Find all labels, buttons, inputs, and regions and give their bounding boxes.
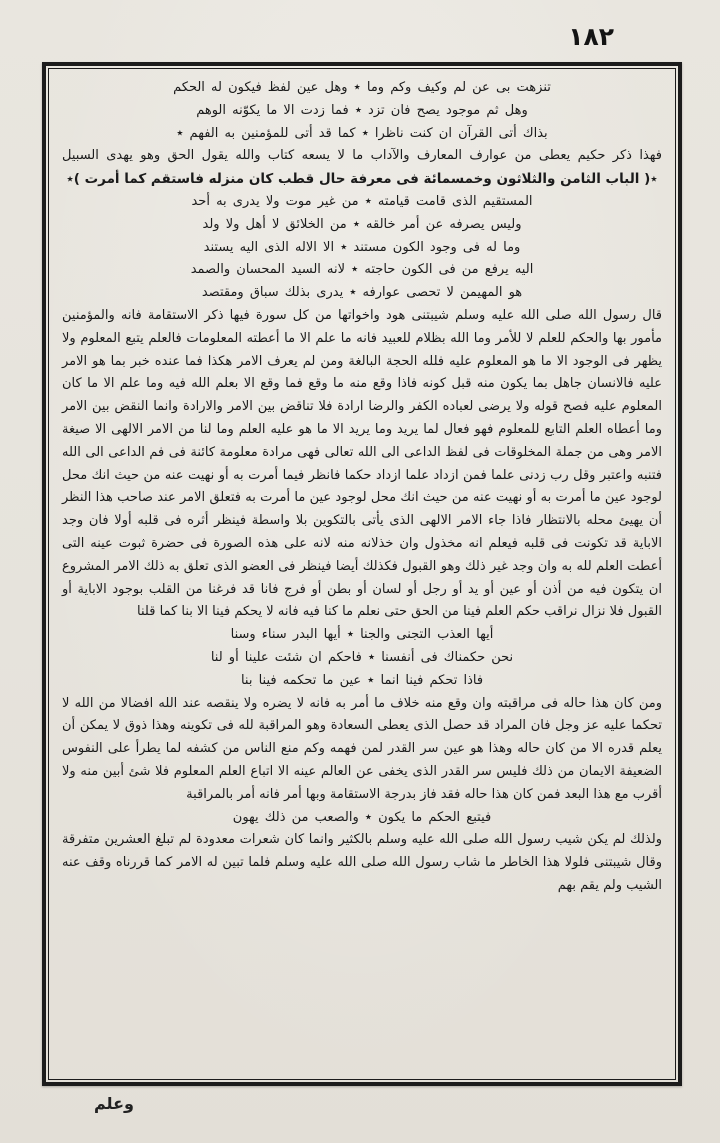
text-frame-outer-border [42, 62, 682, 1086]
verse-line: أيها العذب التجنى والجنا ٭ أيها البدر سناء وسنا [230, 627, 494, 643]
verse-line: هو المهيمن لا تحصى عوارفه ٭ يدرى بذلك سباق ومقتصد [201, 285, 523, 301]
verse-line: فيتبع الحكم ما يكون ٭ والصعب من ذلك يهون [232, 809, 492, 825]
verse-line: وما له فى وجود الكون مستند ٭ الا الاله الذى اليه يستند [203, 239, 521, 255]
catchword: وعلم [94, 1094, 134, 1113]
verse-line: نحن حكمناك فى أنفسنا ٭ فاحكم ان شئت علينا أو لنا [210, 649, 514, 665]
verse-line: المستقيم الذى قامت قيامته ٭ من غير موت ولا يدرى به أحد [191, 193, 533, 209]
verse-line: اليه يرفع من فى الكون حاجته ٭ لانه السيد المحسان والصمد [190, 262, 534, 278]
verse-line: بذاك أتى القرآن ان كنت ناظرا ٭ كما قد أتى للمؤمنين به الفهم ٭ [176, 125, 548, 141]
verse-line: فاذا تحكم فينا انما ٭ عين ما تحكمه فينا بنا [240, 672, 484, 688]
verse-line: تنزهت بى عن لم وكيف وكم وما ٭ وهل عين لفظ فيكون له الحكم [173, 80, 551, 95]
page-number: ١٨٢ [568, 22, 614, 51]
prose-paragraph: ولذلك لم يكن شيب رسول الله صلى الله عليه وسلم بالكثير وانما كان شعرات معدودة لم تبلغ العشرين متفرقة وقال شيبتنى فلولا هذا الخاطر ما شاب رسول الله صلى الله عليه وسلم فلما تبين له الامر كما قررناه وقف عنه الشيب ولم يقم بهم [62, 832, 662, 893]
text-frame-inner-border [48, 68, 676, 1080]
chapter-heading: ٭( الباب الثامن والثلاثون وخمسمائة فى معرفة حال قطب كان منزله فاستقم كما أمرت )٭ [66, 171, 658, 188]
verse-line: وهل ثم موجود يصح فان تزد ٭ فما زدت الا ما يكوّنه الوهم [196, 102, 528, 118]
closing-prose-line: فهذا ذكر حكيم يعطى من عوارف المعارف والآداب ما لا يسعه كتاب والله يقول الحق وهو يهدى السبيل [62, 148, 662, 164]
prose-paragraph: قال رسول الله صلى الله عليه وسلم شيبتنى هود واخواتها من كل سورة فيها ذكر الاستقامة فانه والمؤمنين مأمور بها والحكم للعلم لا للأمر وما الله بظلام للعبيد فانه ما علم الا ما أعطته المعلومات فالعلم يتبع المعلوم ولا يظهر فى الوجود الا ما هو المعلوم عليه فلله الحجة البالغة ومن لم يعرف الامر هكذا فما عنده خبر بما هو الامر عليه فالانسان جاهل بما يكون منه قبل كونه فاذا وقع منه ما وقع فما وقع الا بعلم الله فيه وما علم الا ما كان المعلوم عليه فصح قوله ولا يرضى لعباده الكفر والرضا ارادة فلا تناقض بين الامر والارادة وانما النقض بين الامر وما أعطاه العلم التابع للمعلوم فهو فعال لما يريد وما يريد الا ما هو عليه العلم وما لنا من الامر الالهى الا صيغة الامر وهى من جملة المخلوقات فى لفظ الداعى الى الله تعالى فهى مرادة معلومة كائنة فى فم الداعى الى الله فتنبه واعتبر وقل رب زدنى علما فمن ازداد علما ازداد حكما فانظر فيما أمرت به أو نهيت عنه من حيث انك محل لوجود عين ما أمرت به أو نهيت عنه من حيث انك محل لوجود عين ما أمرت به فتعلق الامر عند صاحب هذا النظر أن يهيئ محله بالانتظار فاذا جاء الامر الالهى الذى يأتى بالتكوين بلا واسطة فينظر أثره فى قلبه أولا فان وجد الاباية قد تكونت فى قلبه فيعلم انه مخذول وان خذلانه منه لانه على هذه الصورة فى حضرة ثبوت عينه التى أعطت العلم لله به وان وجد غير ذلك وهو القبول فكذلك أيضا فينظر فى العضو الذى تعلق به ذلك الامر المشروع ان يتكون فيه من أذن أو عين أو يد أو رجل أو لسان أو بطن أو فرج فانا قد فرغنا من القلب بوجود الاباية أو القبول فلا نزال نراقب حكم العلم فينا من الحق حتى نعلم ما كنا فيه فانه لا يحكم فينا الا بنا كما قلنا [62, 307, 662, 620]
prose-paragraph: ومن كان هذا حاله فى مراقبته وان وقع منه خلاف ما أمر به فانه لا يضره ولا ينقصه عند الله افضالا من الله لا تحكما عليه عز وجل فان المراد قد حصل الذى يعطى السعادة وهو المراقبة لله فى تكوينه وهذا ذوق لا يمكن أن يعلم قدره الا من كان حاله وهذا هو عين سر القدر لمن فهمه وكم منع الناس من كشفه لما يطرأ على النفوس الضعيفة الايمان من ذلك فليس سر القدر الذى يخفى عن العالم عينه الا اتباع العلم المعلوم فلا شئ أبين منه ولا أقرب مع هذا البعد فمن كان هذا حاله فقد فاز بدرجة الاستقامة وبها أمر فانه أمر بالمراقبة [62, 695, 662, 802]
verse-line: وليس يصرفه عن أمر خالقه ٭ من الخلائق لا أهل ولا ولد [202, 216, 522, 232]
